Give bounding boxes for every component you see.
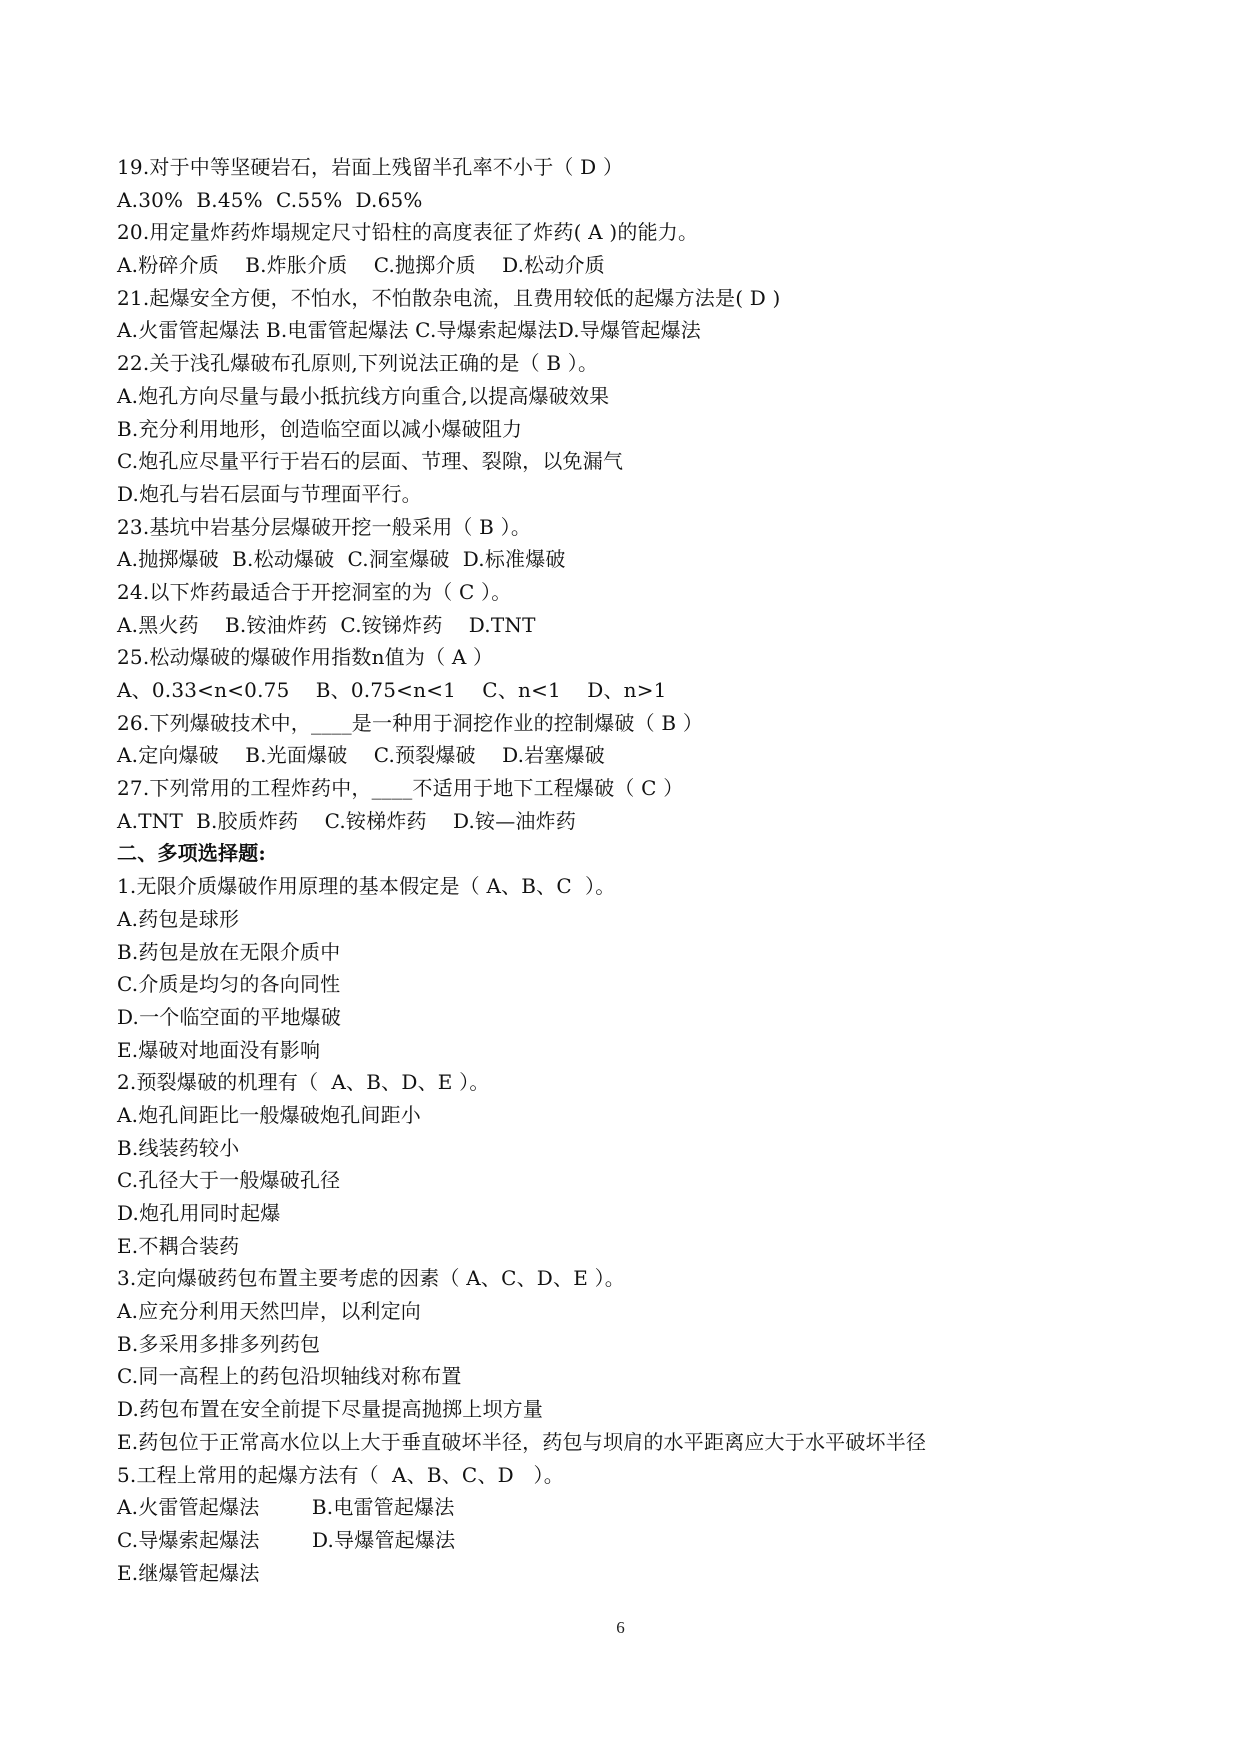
text-line: A.药包是球形 <box>117 906 240 931</box>
text-line: D.一个临空面的平地爆破 <box>117 1004 342 1029</box>
text-line: 22.关于浅孔爆破布孔原则,下列说法正确的是（ B ）。 <box>117 351 599 376</box>
text-line: C.导爆索起爆法 D.导爆管起爆法 <box>117 1527 456 1552</box>
text-line: D.药包布置在安全前提下尽量提高抛掷上坝方量 <box>117 1397 544 1422</box>
text-line: 27.下列常用的工程炸药中，____不适用于地下工程爆破（ C ） <box>117 776 684 801</box>
text-line: C.孔径大于一般爆破孔径 <box>117 1168 341 1193</box>
section-heading: 二、多项选择题: <box>117 841 266 866</box>
text-line: E.不耦合装药 <box>117 1233 240 1258</box>
text-line: A.黑火药 B.铵油炸药 C.铵锑炸药 D.TNT <box>117 612 536 637</box>
text-line: C.介质是均匀的各向同性 <box>117 972 341 997</box>
text-line: 21.起爆安全方便，不怕水，不怕散杂电流，且费用较低的起爆方法是( D ) <box>117 285 781 310</box>
text-line: 5.工程上常用的起爆方法有（ A、B、C、D ）。 <box>117 1462 564 1487</box>
text-line: A、0.33<n<0.75 B、0.75<n<1 C、n<1 D、n>1 <box>117 678 667 702</box>
text-line: B.药包是放在无限介质中 <box>117 939 341 964</box>
text-line: A.火雷管起爆法 B.电雷管起爆法 <box>117 1495 455 1520</box>
text-line: 3.定向爆破药包布置主要考虑的因素（ A、C、D、E ）。 <box>117 1266 625 1291</box>
text-line: E.爆破对地面没有影响 <box>117 1037 321 1062</box>
text-line: A.抛掷爆破 B.松动爆破 C.洞室爆破 D.标准爆破 <box>117 547 566 572</box>
text-line: C.同一高程上的药包沿坝轴线对称布置 <box>117 1364 462 1389</box>
text-line: D.炮孔用同时起爆 <box>117 1201 281 1225</box>
text-line: E.药包位于正常高水位以上大于垂直破坏半径，药包与坝肩的水平距离应大于水平破坏半径 <box>117 1429 927 1454</box>
text-line: A.火雷管起爆法 B.电雷管起爆法 C.导爆索起爆法D.导爆管起爆法 <box>117 318 701 343</box>
text-line: 1.无限介质爆破作用原理的基本假定是（ A、B、C ）。 <box>117 874 616 899</box>
text-line: 25.松动爆破的爆破作用指数n值为（ A ） <box>117 645 494 670</box>
text-line: A.炮孔间距比一般爆破炮孔间距小 <box>117 1102 422 1127</box>
text-line: 2.预裂爆破的机理有（ A、B、D、E ）。 <box>117 1070 490 1095</box>
exam-content <box>117 151 1127 1589</box>
text-line: A.TNT B.胶质炸药 C.铵梯炸药 D.铵—油炸药 <box>117 808 577 833</box>
text-line: A.定向爆破 B.光面爆破 C.预裂爆破 D.岩塞爆破 <box>117 743 605 768</box>
text-line: 24.以下炸药最适合于开挖洞室的为（ C ）。 <box>117 579 512 604</box>
text-line: E.继爆管起爆法 <box>117 1560 260 1585</box>
text-line: A.30% B.45% C.55% D.65% <box>117 187 423 212</box>
text-line: 23.基坑中岩基分层爆破开挖一般采用（ B ）。 <box>117 514 532 539</box>
text-line: 26.下列爆破技术中，____是一种用于洞挖作业的控制爆破（ B ） <box>117 710 704 735</box>
text-line: D.炮孔与岩石层面与节理面平行。 <box>117 481 422 506</box>
text-line: B.线装药较小 <box>117 1135 240 1160</box>
text-line: 19.对于中等坚硬岩石，岩面上残留半孔率不小于（ D ） <box>117 155 624 179</box>
text-line: C.炮孔应尽量平行于岩石的层面、节理、裂隙，以免漏气 <box>117 449 624 474</box>
text-line: A.炮孔方向尽量与最小抵抗线方向重合,以提高爆破效果 <box>117 383 610 408</box>
page-number: 6 <box>616 1618 625 1637</box>
text-line: B.充分利用地形，创造临空面以减小爆破阻力 <box>117 416 523 441</box>
text-line: A.应充分利用天然凹岸，以利定向 <box>117 1299 422 1324</box>
text-line: 20.用定量炸药炸塌规定尺寸铅柱的高度表征了炸药( A )的能力。 <box>117 220 699 245</box>
text-line: A.粉碎介质 B.炸胀介质 C.抛掷介质 D.松动介质 <box>117 253 605 278</box>
text-line: B.多采用多排多列药包 <box>117 1331 321 1356</box>
